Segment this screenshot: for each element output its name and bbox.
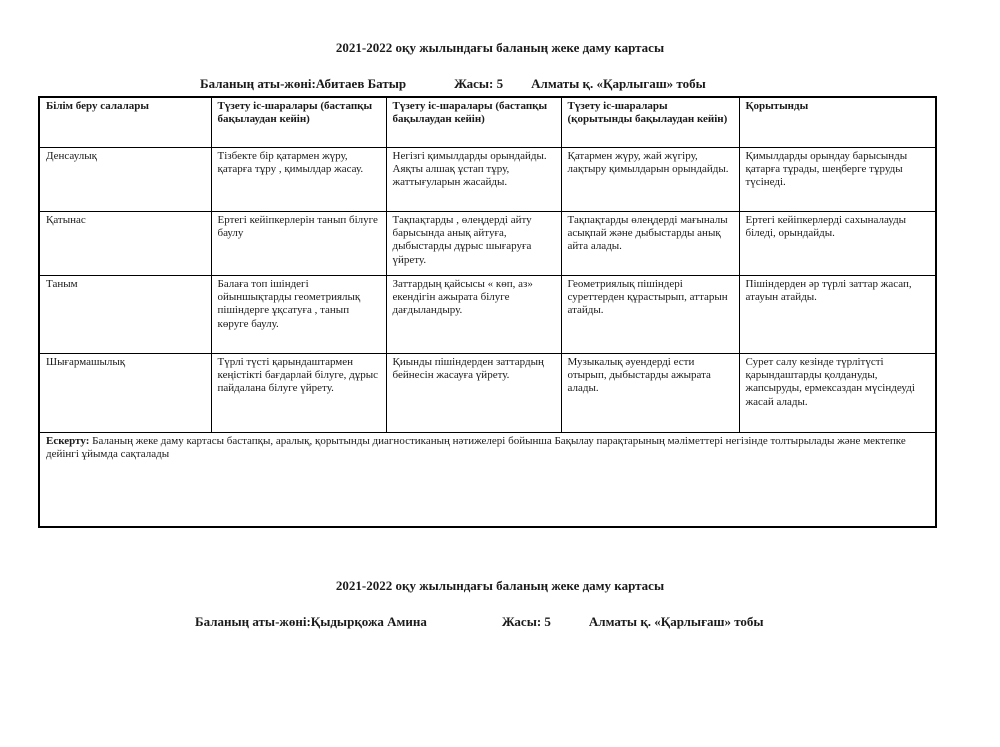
area-label-cognition: Таным xyxy=(39,275,211,353)
table-cell: Геометриялық пішіндері суреттерден құрастырып, аттарын атайды. xyxy=(561,275,739,353)
child-age: Жасы: 5 xyxy=(454,76,504,91)
page-title-2: 2021-2022 оқу жылындағы баланың жеке даму картасы xyxy=(335,578,665,593)
table-cell: Тақпақтарды өлеңдерді мағыналы асықпай және дыбыстарды анық айта алады. xyxy=(561,211,739,275)
table-row-health xyxy=(39,147,936,211)
header-education-areas: Білім беру салалары xyxy=(39,97,211,147)
table-cell: Ертегі кейіпкерлерін танып білуге баулу xyxy=(211,211,386,275)
child-name-value: Абитаев Батыр xyxy=(315,76,407,91)
table-cell: Музыкалық әуендерді ести отырып, дыбыстарды ажырата алады. xyxy=(561,353,739,432)
table-cell: Ертегі кейіпкерлерді сахыналауды біледі, орындайды. xyxy=(739,211,936,275)
table-cell: Негізгі қимылдарды орындайды. Аяқты алшақ ұстап тұру, жаттығуларын жасайды. xyxy=(386,147,561,211)
area-label-health: Денсаулық xyxy=(39,147,211,211)
child-info-line xyxy=(0,76,1000,92)
development-table xyxy=(38,96,937,528)
note-cell xyxy=(39,432,936,527)
child-name-label: Баланың аты-жөні:Абитаев Батыр xyxy=(200,76,407,91)
table-cell: Қатармен жүру, жай жүгіру, лақтыру қимылдарын орындайды. xyxy=(561,147,739,211)
child-age-2: Жасы: 5 xyxy=(501,614,551,629)
table-cell: Қимылдарды орындау барысынды қатарға тұрады, шеңберге тұруды түсінеді. xyxy=(739,147,936,211)
table-cell: Заттардың қайсысы « көп, аз» екендігін ажырата білуге дағдыландыру. xyxy=(386,275,561,353)
page-title: 2021-2022 оқу жылындағы баланың жеке даму картасы xyxy=(335,40,665,55)
table-cell: Түрлі түсті қарындаштармен кеңістікті бағдарлай білуге, дұрыс пайдалана білуге үйрету. xyxy=(211,353,386,432)
table-header-row xyxy=(39,97,936,147)
child-group-2: Алматы қ. «Қарлығаш» тобы xyxy=(588,614,764,629)
note-label: Ескерту: xyxy=(46,434,90,447)
table-cell: Пішіндерден әр түрлі заттар жасап, атауын атайды. xyxy=(739,275,936,353)
child-info-line-2 xyxy=(0,614,1000,630)
child-group: Алматы қ. «Қарлыгаш» тобы xyxy=(531,76,706,91)
header-correction-final: Түзету іс-шаралары (қорытынды бақылаудан кейін) xyxy=(561,97,739,147)
child-name-value-2: Қыдырқожа Амина xyxy=(310,614,427,629)
header-correction-initial-1: Түзету іс-шаралары (бастапқы бақылаудан кейін) xyxy=(211,97,386,147)
header-correction-initial-2: Түзету іс-шаралары (бастапқы бақылаудан кейін) xyxy=(386,97,561,147)
child-name-label-2: Баланың аты-жөні:Қыдырқожа Амина xyxy=(195,614,427,629)
area-label-communication: Қатынас xyxy=(39,211,211,275)
table-row-cognition xyxy=(39,275,936,353)
table-cell: Тақпақтарды , өлеңдерді айту барысында анық айтуға, дыбыстарды дұрыс шығаруға үйрету. xyxy=(386,211,561,275)
table-cell: Тізбекте бір қатармен жүру, қатарға тұру , қимылдар жасау. xyxy=(211,147,386,211)
table-cell: Қиынды пішіндерден заттардың бейнесін жасауға үйрету. xyxy=(386,353,561,432)
second-card-header xyxy=(0,578,1000,630)
note-text: Баланың жеке даму картасы бастапқы, аралық, қорытынды диагностиканың нәтижелері бойынша Бақылау парақтарының мәліметтері негізінде толтырылады және мектепке дейінгі ұйымда сақталады xyxy=(46,434,906,460)
development-card-document xyxy=(0,40,1000,630)
table-cell: Балаға топ ішіндегі ойыншықтарды геометриялық пішіндерге ұқсатуға , танып көруге баулу. xyxy=(211,275,386,353)
area-label-creativity: Шығармашылық xyxy=(39,353,211,432)
table-row-communication xyxy=(39,211,936,275)
table-row-creativity xyxy=(39,353,936,432)
header-conclusion: Қорытынды xyxy=(739,97,936,147)
table-note-row xyxy=(39,432,936,527)
table-cell: Сурет салу кезінде түрлітүсті қарындаштарды қолдануды, жапсыруды, ермексаздан мүсіндеуді жасай алады. xyxy=(739,353,936,432)
